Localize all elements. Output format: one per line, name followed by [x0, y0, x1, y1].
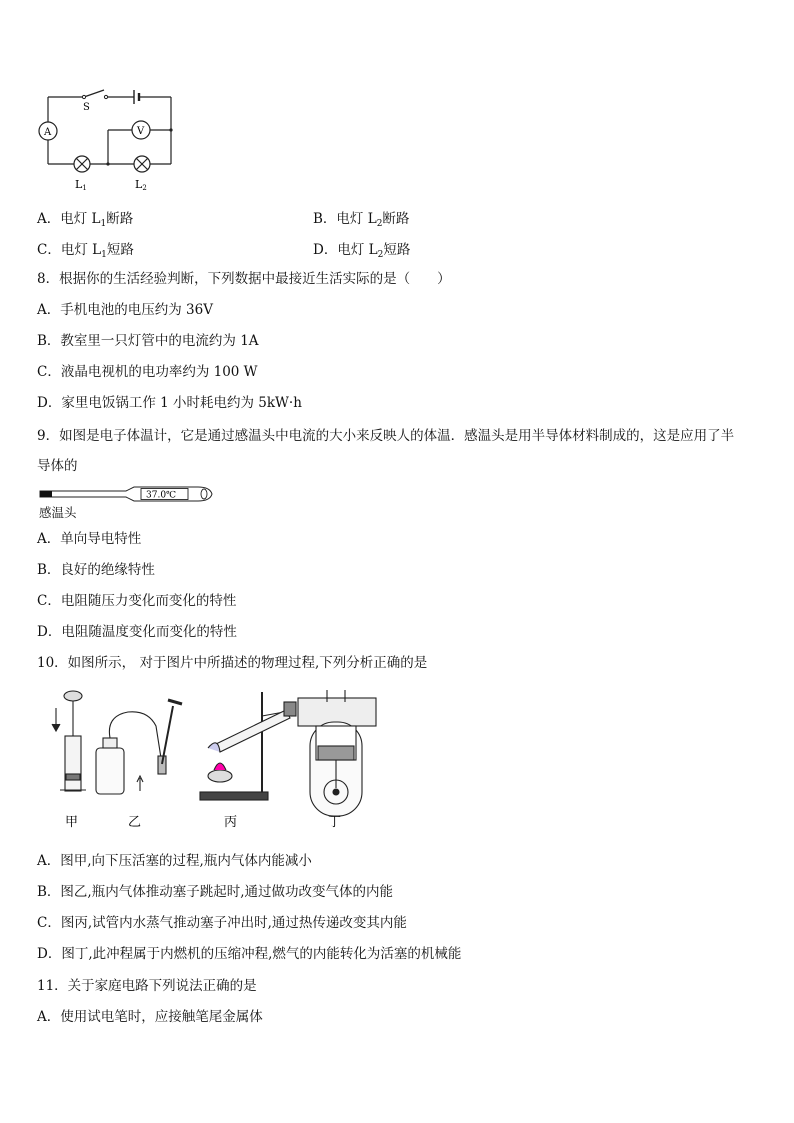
figure-yi [96, 700, 182, 794]
q9-option-a[interactable]: A．单向导电特性 [37, 531, 142, 547]
q7-option-c[interactable]: C．电灯 $L_1$短路 [37, 242, 134, 260]
q9-option-b[interactable]: B．良好的绝缘特性 [37, 562, 155, 578]
physics-figures [48, 686, 388, 831]
thermometer-figure [38, 484, 218, 504]
label-ding: 丁 [328, 815, 342, 830]
lamp-l2-label: L2 [135, 178, 147, 192]
q10-option-a[interactable]: A．图甲,向下压活塞的过程,瓶内气体内能减小 [37, 853, 312, 869]
q9-stem-line2: 导体的 [37, 458, 78, 474]
switch [84, 90, 104, 97]
figure-ding [298, 690, 376, 816]
q10-stem: 10．如图所示， 对于图片中所描述的物理过程,下列分析正确的是 [37, 655, 428, 671]
figure-jia [52, 691, 86, 791]
q8-stem: 8．根据你的生活经验判断，下列数据中最接近生活实际的是（ ） [37, 271, 451, 287]
q8-option-d[interactable]: D．家里电饭锅工作 1 小时耗电约为 5kW·h [37, 395, 302, 411]
q8-option-b[interactable]: B．教室里一只灯管中的电流约为 1A [37, 333, 259, 349]
circuit-diagram [36, 86, 181, 194]
lamp-l1 [74, 156, 90, 172]
label-bing: 丙 [224, 815, 238, 830]
q7-option-b[interactable]: B．电灯 $L_2$断路 [313, 211, 410, 229]
sensor-label: 感温头 [39, 505, 77, 520]
q10-option-c[interactable]: C．图丙,试管内水蒸气推动塞子冲出时,通过热传递改变其内能 [37, 915, 407, 931]
q8-option-a[interactable]: A．手机电池的电压约为 36V [37, 302, 213, 318]
q8-option-c[interactable]: C．液晶电视机的电功率约为 100 W [37, 364, 258, 380]
label-jia: 甲 [65, 815, 79, 830]
q9-stem-line1: 9．如图是电子体温计，它是通过感温头中电流的大小来反映人的体温．感温头是用半导体材料制成的，这是应用了半 [37, 428, 735, 444]
q7-option-d[interactable]: D．电灯 $L_2$短路 [313, 242, 411, 260]
switch-label: S [83, 102, 90, 113]
q11-stem: 11．关于家庭电路下列说法正确的是 [37, 978, 257, 994]
lamp-l2 [134, 156, 150, 172]
q9-option-d[interactable]: D．电阻随温度变化而变化的特性 [37, 624, 237, 640]
lamp-l1-label: L1 [75, 178, 87, 192]
q11-option-a[interactable]: A．使用试电笔时，应接触笔尾金属体 [37, 1009, 263, 1025]
sensor-tip [40, 491, 52, 497]
thermometer-reading: 37.0℃ [146, 490, 177, 501]
voltmeter-label: V [137, 126, 145, 137]
figure-bing [200, 692, 296, 800]
q9-option-c[interactable]: C．电阻随压力变化而变化的特性 [37, 593, 237, 609]
ammeter-label: A [44, 127, 52, 138]
q10-option-b[interactable]: B．图乙,瓶内气体推动塞子跳起时,通过做功改变气体的内能 [37, 884, 394, 900]
q10-option-d[interactable]: D．图丁,此冲程属于内燃机的压缩冲程,燃气的内能转化为活塞的机械能 [37, 946, 462, 962]
q7-option-a[interactable]: A．电灯 $L_1$断路 [37, 211, 134, 229]
label-yi: 乙 [128, 815, 142, 830]
